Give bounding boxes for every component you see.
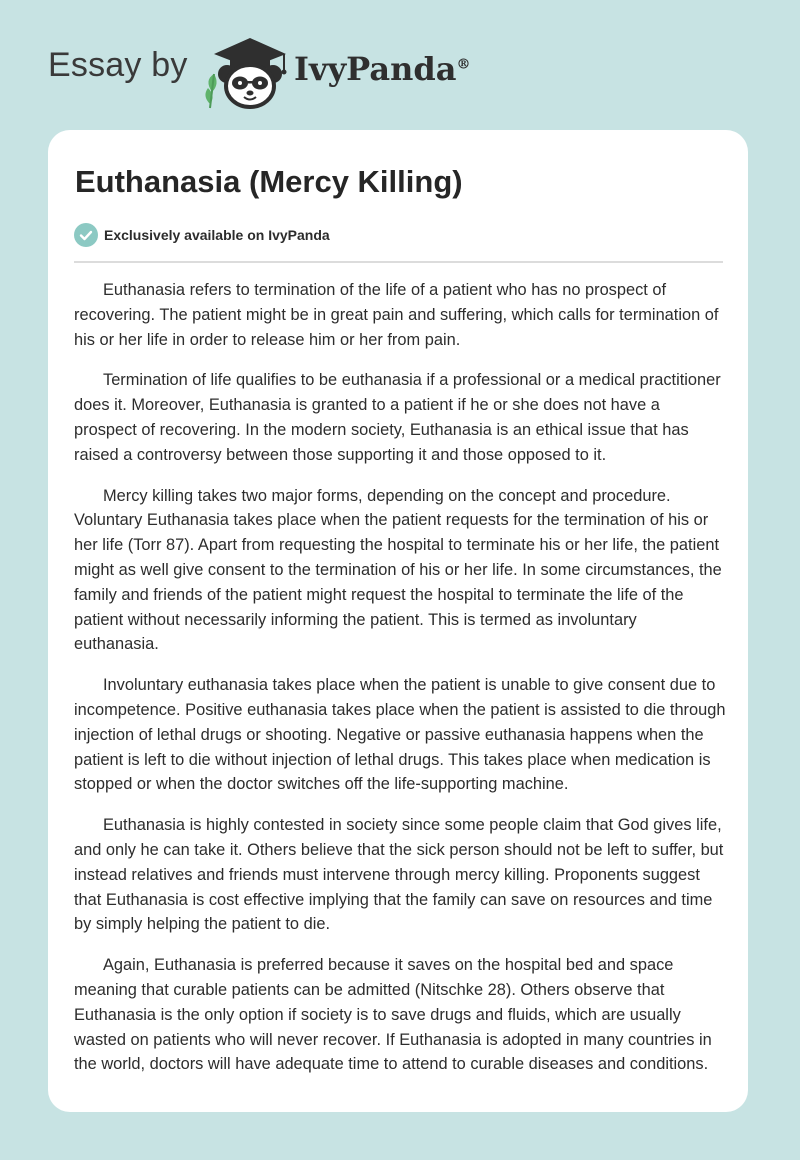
essay-paragraph: Involuntary euthanasia takes place when the patient is unable to give consent due to incompetence. Positive euthanasia takes place when the patient is assisted to die through injection of lethal drugs or shooting. Negative or passive euthanasia happens when the patient is left to die without injection of lethal drugs. This takes place when medication is stopped or when the doctor switches off the life-supporting machine.: [74, 676, 726, 794]
essay-card: [48, 130, 748, 1112]
essay-paragraph: Euthanasia is highly contested in society since some people claim that God gives life, and only he can take it. Others believe that the sick person should not be left to suffer, but instead relatives and friends must intervene through mercy killing. Proponents suggest that Euthanasia is cost effective implying that the family can save on resources and time by simply helping the patient to die.: [74, 816, 724, 934]
panda-graduate-icon: [200, 34, 292, 110]
brand-header: [48, 34, 648, 114]
essay-paragraph: Termination of life qualifies to be euthanasia if a professional or a medical practitioner does it. Moreover, Euthanasia is granted to a patient if he or she does not have a prospect of recovering. In the modern society, Euthanasia is an ethical issue that has raised a controversy between those supporting it and those opposed to it.: [74, 371, 721, 464]
essay-title: Euthanasia (Mercy Killing): [75, 164, 463, 199]
check-circle-icon: [74, 223, 98, 247]
title-divider: [74, 261, 723, 263]
essay-paragraph: Mercy killing takes two major forms, depending on the concept and procedure. Voluntary Euthanasia takes place when the patient requests for the termination of his or her life (Torr 87). Apart from requesting the hospital to terminate his or her life, the patient might as well give consent to the termination of his or her life. In some circumstances, the family and friends of the patient might request the hospital to terminate the life of the patient without necessarily informing the patient. This is termed as involuntary euthanasia.: [74, 486, 722, 654]
exclusive-badge-label: Exclusively available on IvyPanda: [104, 227, 330, 243]
registered-mark: ®: [456, 56, 471, 73]
essay-by-label: Essay by: [48, 46, 188, 84]
ivypanda-brand-name: [294, 50, 470, 88]
exclusive-badge: [74, 222, 330, 248]
essay-paragraph: Euthanasia refers to termination of the life of a patient who has no prospect of recovering. The patient might be in great pain and suffering, which calls for termination of his or her life in order to release him or her from pain.: [74, 281, 719, 349]
brand-name-text: IvyPanda: [294, 50, 457, 88]
essay-paragraph: Again, Euthanasia is preferred because it saves on the hospital bed and space meaning that curable patients can be admitted (Nitschke 28). Others observe that Euthanasia is the only option if society is to save drugs and fluids, which are usually wasted on patients who will never recover. If Euthanasia is adopted in many countries in the world, doctors will have adequate time to attend to curable diseases and conditions.: [74, 956, 712, 1074]
essay-body: [74, 278, 726, 1093]
